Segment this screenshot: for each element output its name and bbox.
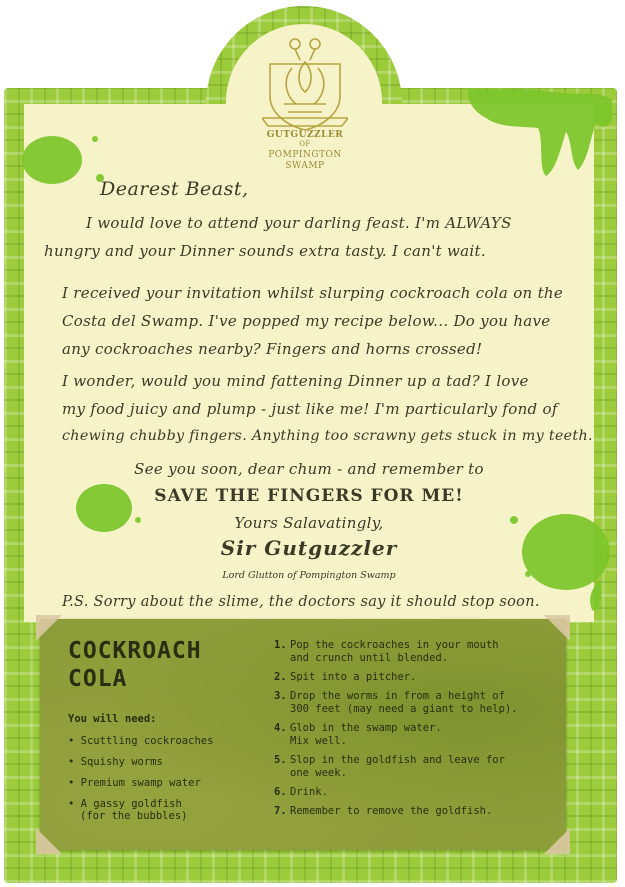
step-text-cont: 300 feet (may need a giant to help). (290, 703, 518, 715)
step-number: 1. (274, 639, 287, 651)
crest-place-1: POMPINGTON (268, 150, 342, 160)
step-item (274, 722, 518, 748)
step-text: Remember to remove the goldfish. (290, 805, 493, 817)
step-number: 4. (274, 722, 287, 734)
postscript: P.S. Sorry about the slime, the doctors say it should stop soon. (62, 594, 540, 610)
step-text: Drop the worms in from a height of (290, 690, 505, 702)
step-number: 6. (274, 786, 287, 798)
ingredients-list (68, 735, 213, 831)
slime-drip-right (590, 580, 601, 611)
crest-place-2: SWAMP (285, 161, 325, 171)
signature: Sir Gutguzzler (220, 536, 398, 560)
slime-splat-left (22, 136, 82, 184)
photo-corner (36, 615, 62, 641)
ingredient-item (68, 735, 213, 747)
ingredient-item (68, 798, 213, 822)
recipe-card (40, 619, 566, 850)
ingredients-heading: You will need: (68, 713, 157, 725)
step-item (274, 754, 518, 780)
crest-logo (262, 34, 348, 182)
recipe-title-line2: COLA (68, 666, 128, 692)
step-number: 3. (274, 690, 287, 702)
closing-shout: SAVE THE FINGERS FOR ME! (154, 486, 464, 506)
crest-name: GUTGUZZLER (266, 130, 344, 140)
signoff: Yours Salavatingly, (234, 514, 384, 532)
ingredient-text: A gassy goldfish (80, 798, 182, 810)
step-item (274, 690, 518, 716)
crest-icon (262, 34, 348, 130)
step-text-cont: one week. (290, 767, 347, 779)
recipe-title-line1: COCKROACH (68, 638, 202, 664)
slime-dot-2 (92, 136, 98, 142)
photo-corner (544, 828, 570, 854)
crest-of: OF (299, 140, 311, 148)
step-text-cont: Mix well. (290, 735, 347, 747)
step-number: 7. (274, 805, 287, 817)
p1-line1: I would love to attend your darling feast. I'm ALWAYS (86, 214, 512, 232)
recipe-steps (274, 639, 518, 824)
step-item (274, 786, 518, 799)
step-text: Glob in the swamp water. (290, 722, 442, 734)
step-text: Pop the cockroaches in your mouth (290, 639, 499, 651)
p2-line1: I received your invitation whilst slurping cockroach cola on the (62, 284, 564, 302)
step-text: Slop in the goldfish and leave for (290, 754, 505, 766)
ingredient-note: (for the bubbles) (80, 810, 188, 822)
p2-line3: any cockroaches nearby? Fingers and horns crossed! (62, 340, 483, 358)
letter-greeting: Dearest Beast, (100, 178, 249, 200)
step-text: Spit into a pitcher. (290, 671, 417, 683)
p3-line3: chewing chubby fingers. Anything too scrawny gets stuck in my teeth. (62, 428, 593, 444)
signature-title: Lord Glutton of Pompington Swamp (222, 570, 396, 581)
step-item (274, 805, 518, 818)
p2-line2: Costa del Swamp. I've popped my recipe below... Do you have (62, 312, 551, 330)
ingredient-text: Squishy worms (80, 756, 163, 768)
step-text-cont: and crunch until blended. (290, 652, 449, 664)
p3-line2: my food juicy and plump - just like me! I'm particularly fond of (62, 400, 558, 418)
recipe-title (68, 637, 202, 693)
slime-drip-top-right (468, 88, 612, 176)
step-number: 5. (274, 754, 287, 766)
photo-corner (544, 615, 570, 641)
ingredient-item (68, 756, 213, 768)
step-item (274, 671, 518, 684)
ingredient-text: Premium swamp water (80, 777, 201, 789)
closing-line: See you soon, dear chum - and remember to (134, 460, 484, 478)
ingredient-text: Scuttling cockroaches (80, 735, 214, 747)
p1-line2: hungry and your Dinner sounds extra tasty. I can't wait. (44, 242, 486, 260)
step-text: Drink. (290, 786, 328, 798)
step-number: 2. (274, 671, 287, 683)
ingredient-item (68, 777, 213, 789)
step-item (274, 639, 518, 665)
p3-line1: I wonder, would you mind fattening Dinner up a tad? I love (62, 372, 529, 390)
